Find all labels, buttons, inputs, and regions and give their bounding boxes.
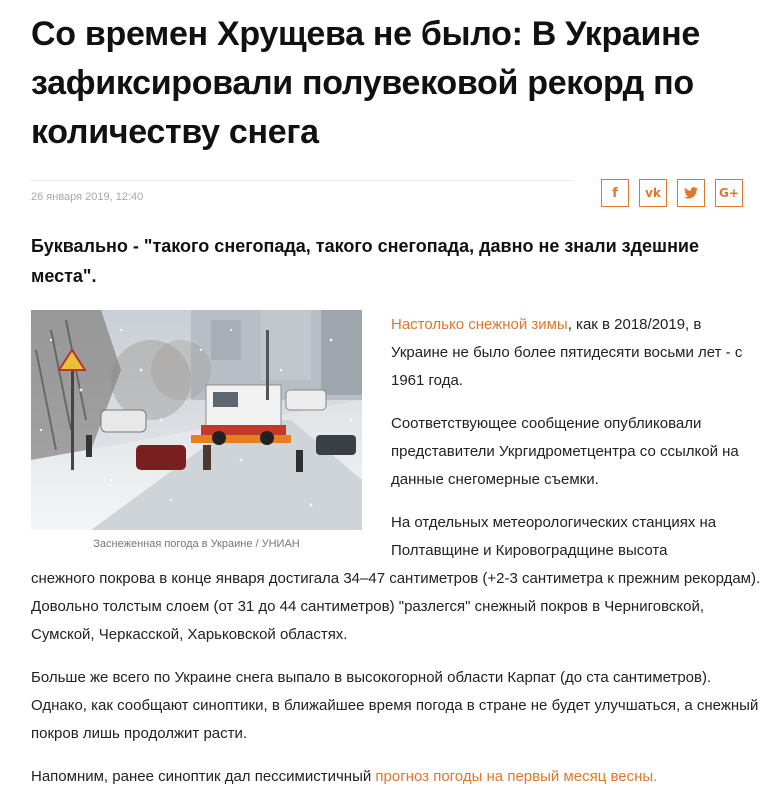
snowy-street-photo xyxy=(31,310,362,530)
paragraph-5-text: Напомним, ранее синоптик дал пессимистичный xyxy=(31,768,376,785)
publish-date: 26 января 2019, 12:40 xyxy=(31,191,144,203)
snowy-winter-link[interactable]: Настолько снежной зимы xyxy=(391,316,568,333)
facebook-share-button[interactable] xyxy=(601,179,629,207)
meta-row xyxy=(31,180,572,213)
vk-icon: vk xyxy=(645,186,661,200)
article-title: Со времен Хрущева не было: В Украине зафиксировали полувековой рекорд по количеству снега xyxy=(31,15,700,151)
googleplus-icon: G+ xyxy=(719,186,739,200)
facebook-icon: f xyxy=(612,185,618,201)
twitter-icon xyxy=(684,187,698,199)
article-figure xyxy=(31,310,362,550)
twitter-share-button[interactable] xyxy=(677,179,705,207)
googleplus-share-button[interactable] xyxy=(715,179,743,207)
paragraph-3-top: На отдельных метеорологических станциях на Полтавщине и Кировоградщине высота xyxy=(391,514,717,559)
paragraph-2: Соответствующее сообщение опубликовали представители Укргидрометцентра со ссылкой на данные снегомерные съемки. xyxy=(391,415,739,488)
paragraph-4: Больше же всего по Украине снега выпало в высокогорной области Карпат (до ста сантиметров). Однако, как сообщают синоптики, в ближайшее время погода в стране не будет улучшаться, а снежный покров лишь продолжит расти. xyxy=(31,669,759,742)
article-lead: Буквально - "такого снегопада, такого снегопада, давно не знали здешние места". xyxy=(31,236,700,286)
image-caption: Заснеженная погода в Украине / УНИАН xyxy=(93,538,300,550)
paragraph-1-text: , как в 2018/2019, в Украине не было более пятидесяти восьми лет - с 1961 года. xyxy=(391,316,743,389)
paragraph-3-bottom: снежного покрова в конце января достигала 34–47 сантиметров (+2-3 сантиметра к прежним рекордам). Довольно толстым слоем (от 31 до 44 сантиметров) "разлегся" снежный покров в Черниговской, Сумской, Черкасской, Харьковской областях. xyxy=(31,570,761,643)
paragraph-5 xyxy=(31,763,761,791)
share-buttons xyxy=(601,179,743,207)
spring-forecast-link[interactable]: прогноз погоды на первый месяц весны. xyxy=(375,768,658,785)
vk-share-button[interactable] xyxy=(639,179,667,207)
paragraph-1 xyxy=(391,311,756,395)
